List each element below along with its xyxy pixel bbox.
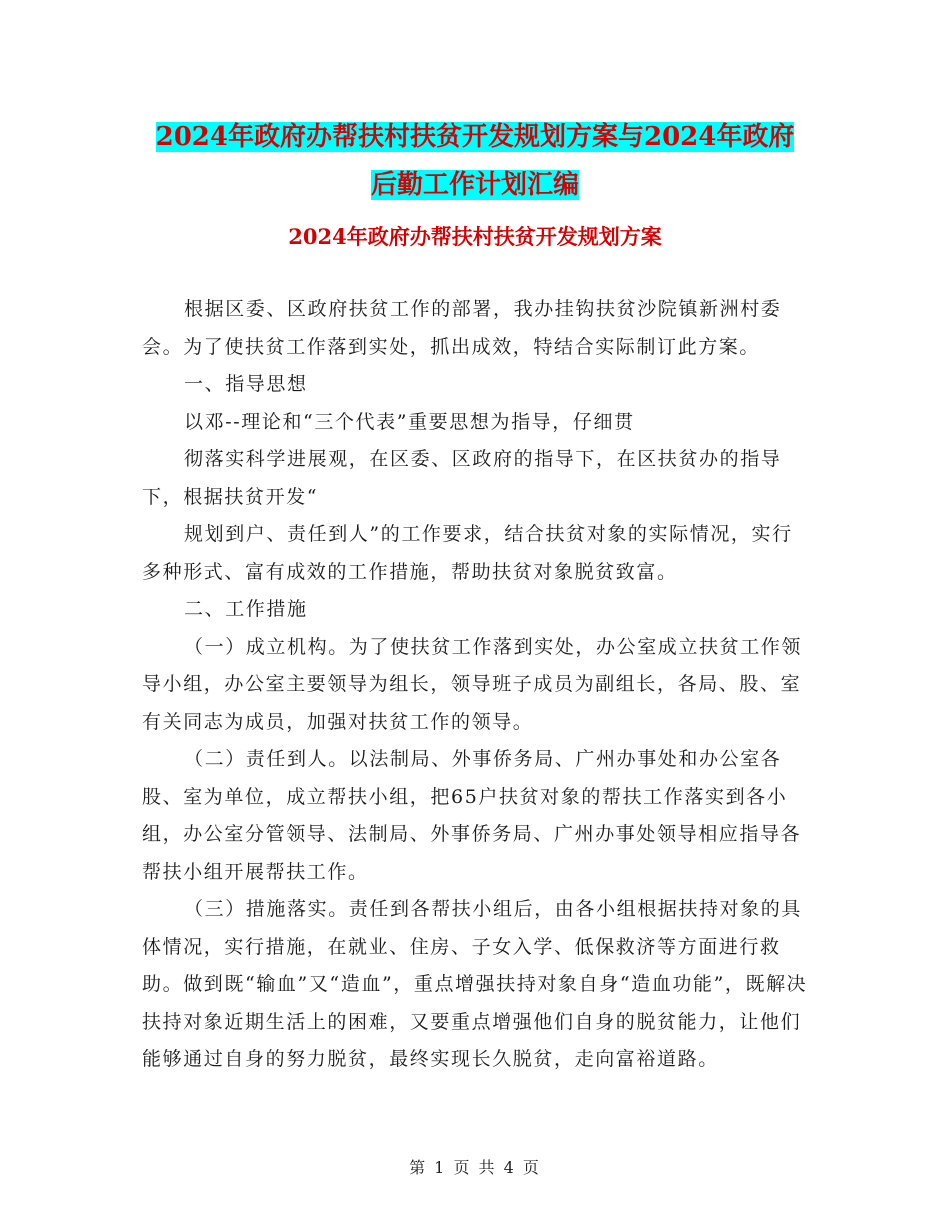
document-body <box>142 291 810 1079</box>
page-number-footer: 第 1 页 共 4 页 <box>409 1158 541 1177</box>
paragraph-guiding-1: 以邓--理论和“三个代表”重要思想为指导，仔细贯 <box>184 410 635 433</box>
heading-work-measures: 二、工作措施 <box>184 598 308 620</box>
heading-guiding-thought: 一、指导思想 <box>184 373 308 395</box>
section-title: 2024年政府办帮扶村扶贫开发规划方案 <box>288 224 662 249</box>
paragraph-guiding-2: 彻落实科学进展观，在区委、区政府的指导下，在区扶贫办的指导下，根据扶贫开发“ <box>142 448 782 508</box>
document-title <box>140 113 810 209</box>
paragraph-intro: 根据区委、区政府扶贫工作的部署，我办挂钩扶贫沙院镇新洲村委会。为了使扶贫工作落到实处，抓出成效，特结合实际制订此方案。 <box>142 298 782 358</box>
paragraph-measure-2: （二）责任到人。以法制局、外事侨务局、广州办事处和办公室各股、室为单位，成立帮扶小组，把65户扶贫对象的帮扶工作落实到各小组，办公室分管领导、法制局、外事侨务局、广州办事处领导相应指导各帮扶小组开展帮扶工作。 <box>142 748 802 883</box>
paragraph-measure-1: （一）成立机构。为了使扶贫工作落到实处，办公室成立扶贫工作领导小组，办公室主要领导为组长，领导班子成员为副组长，各局、股、室有关同志为成员，加强对扶贫工作的领导。 <box>142 635 803 733</box>
document-title-line-2: 后勤工作计划汇编 <box>370 170 579 200</box>
paragraph-measure-3: （三）措施落实。责任到各帮扶小组后，由各小组根据扶持对象的具体情况，实行措施，在就业、住房、子女入学、低保救济等方面进行救助。做到既“输血”又“造血”，重点增强扶持对象自身“造血功能”，既解决扶持对象近期生活上的困难，又要重点增强他们自身的脱贫能力，让他们能够通过自身的努力脱贫，最终实现长久脱贫，走向富裕道路。 <box>142 898 808 1070</box>
document-title-line-1: 2024年政府办帮扶村扶贫开发规划方案与2024年政府 <box>155 122 795 152</box>
paragraph-guiding-3: 规划到户、责任到人”的工作要求，结合扶贫对象的实际情况，实行多种形式、富有成效的工作措施，帮助扶贫对象脱贫致富。 <box>142 523 793 583</box>
